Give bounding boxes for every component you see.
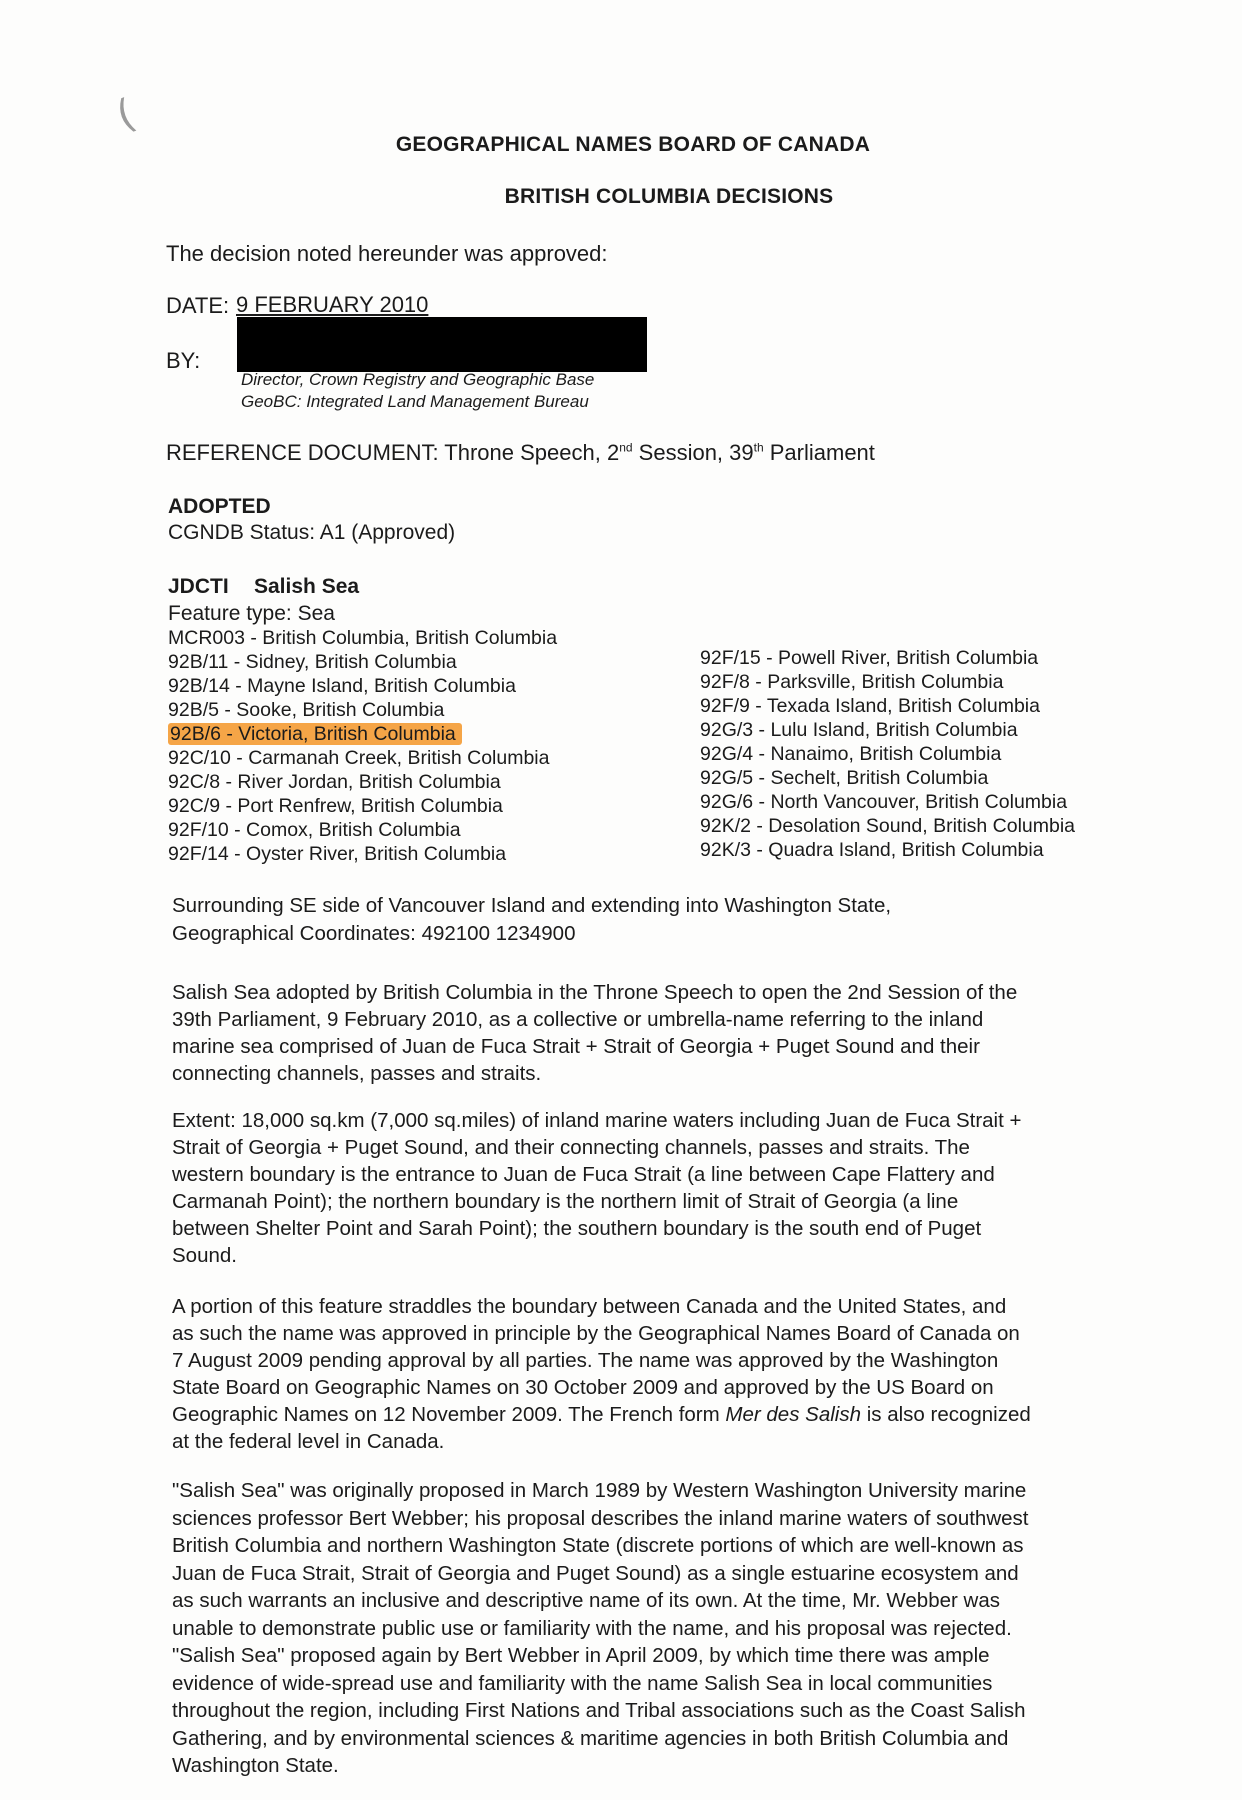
paragraph-line	[172, 1401, 1192, 1428]
date-value: 9 FEBRUARY 2010	[236, 292, 429, 317]
location-description	[172, 892, 1172, 948]
french-form-name: Mer des Salish	[725, 1403, 861, 1426]
reference-sup-th: th	[753, 440, 764, 455]
signatory-office: GeoBC: Integrated Land Management Bureau	[241, 392, 589, 411]
signatory-title: Director, Crown Registry and Geographic Base	[241, 370, 595, 389]
map-sheet-entry-highlighted: 92B/6 - Victoria, British Columbia	[168, 723, 462, 745]
map-sheet-entry: 92G/5 - Sechelt, British Columbia	[700, 767, 989, 789]
map-sheet-entry: 92B/5 - Sooke, British Columbia	[168, 699, 445, 721]
map-sheet-list-right	[700, 646, 1075, 862]
reference-prefix: REFERENCE DOCUMENT: Throne Speech, 2	[166, 440, 620, 465]
paragraph-line: "Salish Sea" was originally proposed in March 1989 by Western Washington University marine	[172, 1479, 1027, 1502]
paragraph-line: Washington State.	[172, 1754, 339, 1777]
reference-middle: Session, 39	[632, 440, 754, 465]
paragraph-line: unable to demonstrate public use or familiarity with the name, and his proposal was rejected.	[172, 1616, 1012, 1640]
map-sheet-entry: 92C/9 - Port Renfrew, British Columbia	[168, 795, 503, 817]
french-form-prefix: Geographic Names on 12 November 2009. The French form	[172, 1403, 726, 1426]
status-heading: ADOPTED	[168, 495, 271, 518]
map-sheet-list-left	[168, 626, 557, 866]
map-sheet-entry: 92B/11 - Sidney, British Columbia	[168, 651, 457, 673]
pen-mark: (	[110, 90, 142, 140]
paragraph-line: connecting channels, passes and straits.	[172, 1062, 542, 1085]
paragraph-history	[172, 1477, 1172, 1780]
paragraph-boundary	[172, 1293, 1192, 1455]
map-sheet-entry: 92K/2 - Desolation Sound, British Columbia	[700, 815, 1076, 837]
paragraph-line: Juan de Fuca Strait, Strait of Georgia and Puget Sound) as a single estuarine ecosystem and	[172, 1561, 1019, 1585]
paragraph-adoption	[172, 979, 1172, 1087]
paragraph-line: at the federal level in Canada.	[172, 1430, 445, 1453]
paragraph-line: as such warrants an inclusive and descriptive name of its own. At the time, Mr. Webber was	[172, 1589, 1000, 1612]
map-sheet-entry: 92F/8 - Parksville, British Columbia	[700, 671, 1004, 693]
map-sheet-entry: 92F/14 - Oyster River, British Columbia	[168, 843, 507, 865]
redacted-signature	[237, 317, 647, 372]
paragraph-line: Salish Sea adopted by British Columbia in the Throne Speech to open the 2nd Session of the	[172, 981, 1018, 1004]
by-label: BY:	[166, 348, 201, 373]
paragraph-extent	[172, 1107, 1172, 1269]
paragraph-line: sciences professor Bert Webber; his proposal describes the inland marine waters of southwest	[172, 1506, 1029, 1530]
paragraph-line: "Salish Sea" proposed again by Bert Webber in April 2009, by which time there was ample	[172, 1644, 990, 1667]
paragraph-line: as such the name was approved in principle by the Geographical Names Board of Canada on	[172, 1322, 1020, 1345]
paragraph-line: western boundary is the entrance to Juan de Fuca Strait (a line between Cape Flattery and	[172, 1163, 995, 1186]
paragraph-line: 7 August 2009 pending approval by all parties. The name was approved by the Washington	[172, 1349, 999, 1372]
map-sheet-entry: 92G/4 - Nanaimo, British Columbia	[700, 743, 1002, 765]
paragraph-line: Extent: 18,000 sq.km (7,000 sq.miles) of inland marine waters including Juan de Fuca Strait +	[172, 1109, 1022, 1132]
section-title: BRITISH COLUMBIA DECISIONS	[504, 185, 834, 208]
intro-line: The decision noted hereunder was approved:	[166, 241, 608, 266]
map-sheet-entry: 92G/6 - North Vancouver, British Columbia	[700, 791, 1068, 813]
paragraph-line: 39th Parliament, 9 February 2010, as a collective or umbrella-name referring to the inland	[172, 1008, 984, 1031]
paragraph-line: British Columbia and northern Washington State (discrete portions of which are well-known as	[172, 1534, 1024, 1557]
feature-type: Feature type: Sea	[168, 602, 335, 625]
paragraph-line: Carmanah Point); the northern boundary is the northern limit of Strait of Georgia (a line	[172, 1190, 959, 1213]
map-sheet-entry: 92G/3 - Lulu Island, British Columbia	[700, 719, 1018, 741]
map-sheet-entry: 92C/10 - Carmanah Creek, British Columbia	[168, 747, 550, 769]
status-line: CGNDB Status: A1 (Approved)	[168, 521, 456, 544]
date-label: DATE:	[166, 293, 230, 318]
feature-name: Salish Sea	[254, 575, 360, 598]
reference-sup-nd: nd	[619, 440, 633, 455]
map-sheet-entry: 92F/10 - Comox, British Columbia	[168, 819, 461, 841]
paragraph-line: Strait of Georgia + Puget Sound, and their connecting channels, passes and straits. The	[172, 1136, 970, 1159]
map-sheet-entry: 92C/8 - River Jordan, British Columbia	[168, 771, 501, 793]
french-form-suffix: is also recognized	[861, 1403, 1031, 1426]
map-sheet-entry: 92K/3 - Quadra Island, British Columbia	[700, 839, 1044, 861]
coordinates-line: Geographical Coordinates: 492100 1234900	[172, 922, 576, 945]
location-line: Surrounding SE side of Vancouver Island and extending into Washington State,	[172, 894, 892, 917]
map-sheet-entry: MCR003 - British Columbia, British Columbia	[168, 627, 558, 649]
reference-suffix: Parliament	[763, 440, 875, 465]
map-sheet-entry: 92F/9 - Texada Island, British Columbia	[700, 695, 1040, 717]
paragraph-line: State Board on Geographic Names on 30 October 2009 and approved by the US Board on	[172, 1376, 994, 1399]
feature-code: JDCTI	[168, 575, 229, 598]
paragraph-line: Gathering, and by environmental sciences & maritime agencies in both British Columbia and	[172, 1726, 1009, 1750]
paragraph-line: throughout the region, including First Nations and Tribal associations such as the Coast Salish	[172, 1699, 1026, 1722]
reference-document	[166, 440, 875, 466]
paragraph-line: between Shelter Point and Sarah Point); the southern boundary is the south end of Puget	[172, 1217, 982, 1240]
map-sheet-entry: 92B/14 - Mayne Island, British Columbia	[168, 675, 516, 697]
board-title: GEOGRAPHICAL NAMES BOARD OF CANADA	[395, 133, 871, 156]
paragraph-line: marine sea comprised of Juan de Fuca Strait + Strait of Georgia + Puget Sound and their	[172, 1035, 980, 1058]
paragraph-line: A portion of this feature straddles the boundary between Canada and the United States, and	[172, 1295, 1007, 1318]
map-sheet-entry: 92F/15 - Powell River, British Columbia	[700, 647, 1039, 669]
paragraph-line: evidence of wide-spread use and familiarity with the name Salish Sea in local communities	[172, 1671, 993, 1695]
paragraph-line: Sound.	[172, 1244, 237, 1267]
